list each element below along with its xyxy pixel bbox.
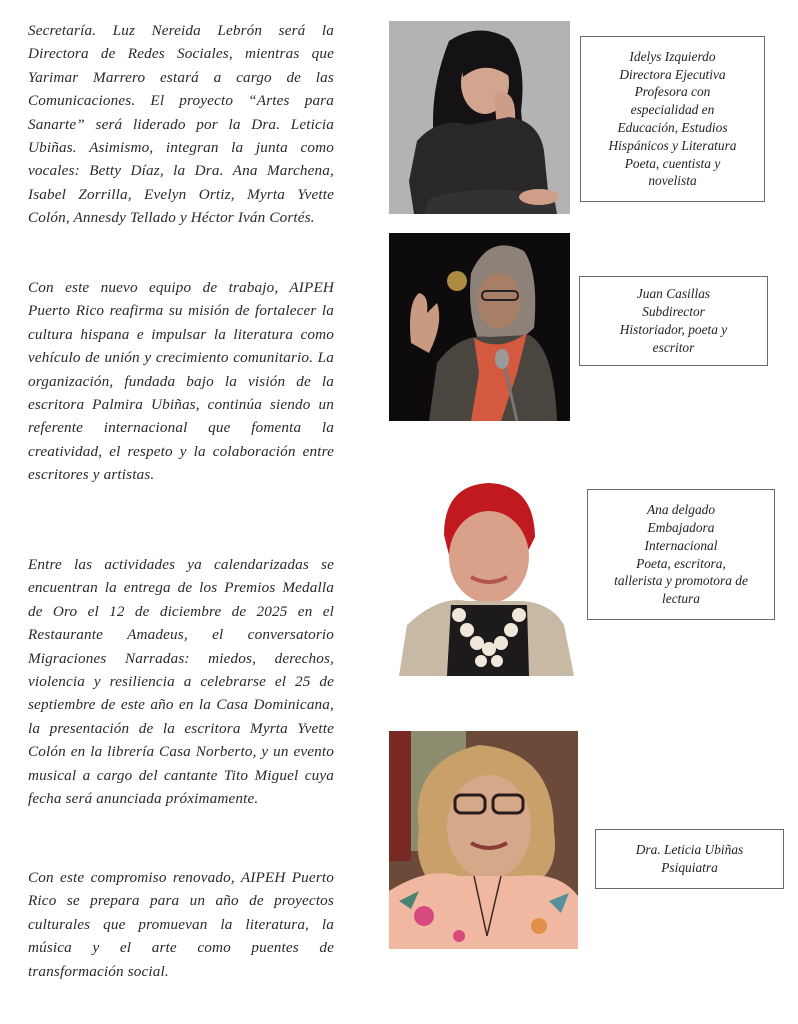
article-paragraph-2: Con este nuevo equipo de trabajo, AIPEH Puerto Rico reafirma su misión de fortalecer la cultura hispana e impulsar la literatura como vehículo de unión y crecimiento comunitario. La organización, fundada bajo la visión de la escritora Palmira Ubiñas, continúa siendo un referente internacional que fomenta la creatividad, el respeto y la colaboración entre escritores y artistas. xyxy=(28,279,334,484)
profile-caption-juan-casillas xyxy=(579,276,768,366)
caption-line: lectura xyxy=(662,591,700,607)
caption-name: Ana delgado xyxy=(646,502,716,518)
caption-line: tallerista y promotora de xyxy=(614,573,748,589)
caption-line: Poeta, escritora, xyxy=(636,555,726,571)
caption-role: Embajadora xyxy=(647,519,715,535)
caption-name: Juan Casillas xyxy=(636,286,711,302)
caption-name: Dra. Leticia Ubiñas xyxy=(635,842,744,858)
profile-photo-leticia-ubinas xyxy=(389,731,578,949)
caption-line: Profesora con xyxy=(634,84,711,100)
article-paragraph-3: Entre las actividades ya calendarizadas se encuentran la entrega de los Premios Medalla de Oro el 12 de diciembre de 2025 en el Restaurante Amadeus, el conversatorio Migraciones Narradas: miedos, derechos, violencia y resiliencia a celebrarse el 25 de septiembre de este año en la Casa Dominicana, la presentación de la escritora Myrta Yvette Colón en la librería Casa Norberto, y un evento musical a cargo del cantante Tito Miguel cuya fecha será anunciada próximamente. xyxy=(28,556,334,808)
caption-role: Subdirector xyxy=(642,304,705,320)
profile-caption-leticia-ubinas xyxy=(595,829,784,889)
caption-line: escritor xyxy=(652,339,695,355)
caption-line: Internacional xyxy=(644,537,718,553)
profile-photo-ana-delgado xyxy=(389,475,578,676)
caption-line: especialidad en xyxy=(630,102,715,118)
caption-role: Directora Ejecutiva xyxy=(619,66,726,82)
caption-line: Poeta, cuentista y xyxy=(624,155,721,171)
caption-name: Idelys Izquierdo xyxy=(629,48,716,64)
article-paragraph-4: Con este compromiso renovado, AIPEH Puerto Rico se prepara para un año de proyectos culturales que promuevan la literatura, la música y el arte como puentes de transformación social. xyxy=(28,869,334,980)
caption-line: Historiador, poeta y xyxy=(619,322,728,337)
caption-line: Hispánicos y Literatura xyxy=(608,137,737,153)
profile-photo-idelys-izquierdo xyxy=(389,21,570,214)
profile-caption-idelys-izquierdo xyxy=(580,36,765,202)
caption-line: Educación, Estudios xyxy=(617,120,728,135)
article-paragraph-1: Secretaría. Luz Nereida Lebrón será la Directora de Redes Sociales, mientras que Yarimar Marrero estará a cargo de las Comunicaciones. El proyecto “Artes para Sanarte” será liderado por la Dra. Leticia Ubiñas. Asimismo, integran la junta como vocales: Betty Díaz, la Dra. Ana Marchena, Isabel Zorrilla, Evelyn Ortiz, Myrta Yvette Colón, Annesdy Tellado y Héctor Iván Cortés. xyxy=(28,22,334,227)
caption-line: novelista xyxy=(648,173,697,189)
profile-caption-ana-delgado xyxy=(587,489,775,620)
profile-photo-juan-casillas xyxy=(389,233,570,421)
caption-role: Psiquiatra xyxy=(661,860,718,875)
